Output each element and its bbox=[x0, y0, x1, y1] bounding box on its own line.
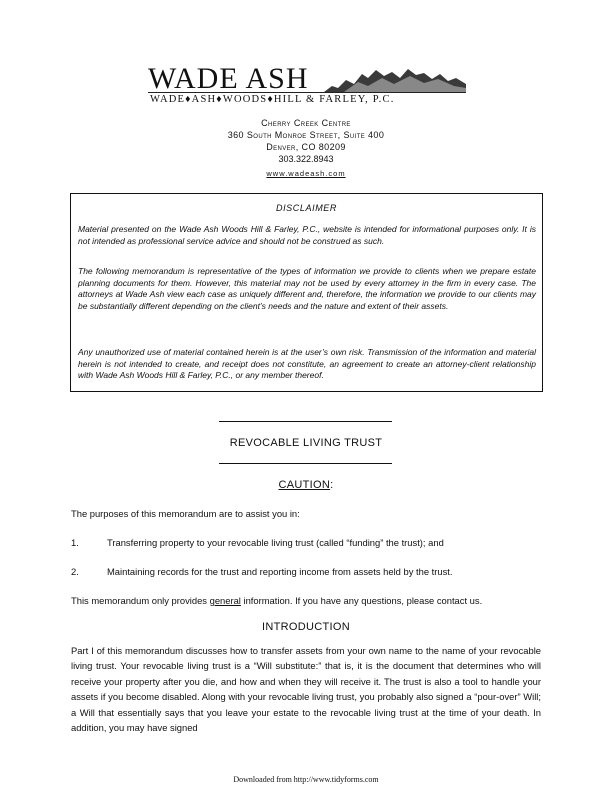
logo-title: WADE ASH bbox=[148, 62, 309, 95]
caution-colon: : bbox=[330, 479, 334, 491]
disclaimer-box bbox=[70, 193, 543, 392]
mountain-icon bbox=[324, 66, 466, 92]
address-line-3: Denver, CO 80209 bbox=[266, 142, 346, 152]
disclaimer-paragraph-1: Material presented on the Wade Ash Woods Hill & Farley, P.C., website is intended for informational purposes only. It is not intended as professional service advice and should not be construed as such. bbox=[78, 224, 536, 246]
general-post: information. If you have any questions, please contact us. bbox=[240, 595, 483, 606]
title-rule-top bbox=[219, 421, 392, 422]
address-line-2: 360 South Monroe Street, Suite 400 bbox=[227, 130, 385, 140]
introduction-heading: INTRODUCTION bbox=[262, 621, 350, 633]
caution-heading bbox=[0, 479, 612, 491]
logo-rule bbox=[148, 92, 466, 93]
phone-number: 303.322.8943 bbox=[278, 154, 334, 164]
website-link[interactable]: www.wadeash.com bbox=[266, 169, 346, 178]
document-title: REVOCABLE LIVING TRUST bbox=[229, 437, 383, 449]
address-line-1: Cherry Creek Centre bbox=[261, 118, 351, 128]
download-footer[interactable]: Downloaded from http://www.tidyforms.com bbox=[233, 775, 379, 784]
logo-subtitle: WADE♦ASH♦WOODS♦HILL & FARLEY, P.C. bbox=[150, 94, 395, 105]
purposes-intro: The purposes of this memorandum are to assist you in: bbox=[71, 508, 300, 519]
list-item-text: Transferring property to your revocable living trust (called “funding” the trust); and bbox=[107, 537, 444, 548]
caution-word: CAUTION bbox=[278, 479, 331, 491]
list-item-number: 2. bbox=[71, 566, 79, 577]
title-rule-bottom bbox=[219, 463, 392, 464]
list-item-number: 1. bbox=[71, 537, 79, 548]
general-pre: This memorandum only provides bbox=[71, 595, 210, 606]
disclaimer-paragraph-2: The following memorandum is representative of the types of information we provide to clients when we prepare estate planning documents for them. However, this material may not be used by every attorney in the firm in every case. The attorneys at Wade Ash view each case as uniquely different and, therefore, the information we provide to our clients may be substantially different depending on the client’s needs and the nature and extent of their assets. bbox=[78, 266, 536, 311]
disclaimer-paragraph-3: Any unauthorized use of material contained herein is at the user’s own risk. Transmission of the information and material herein is not intended to create, and receipt does not constitute, an agreement to create an attorney-client relationship with Wade Ash Woods Hill & Farley, P.C., or any member thereof. bbox=[78, 347, 536, 381]
general-info-sentence bbox=[71, 595, 482, 606]
general-word: general bbox=[209, 595, 241, 606]
list-item-text: Maintaining records for the trust and reporting income from assets held by the trust. bbox=[107, 566, 453, 577]
disclaimer-title: DISCLAIMER bbox=[275, 203, 337, 213]
firm-logo bbox=[148, 64, 466, 108]
introduction-paragraph: Part I of this memorandum discusses how to transfer assets from your own name to the name of your revocable living trust. Your revocable living trust is a “Will substitute:” that is, it is the document that determines who will receive your property after you die, and how and when they will receive it. The trust is also a tool to handle your assets if you become disabled. Along with your revocable living trust, you probably also signed a “pour-over” Will; a Will that essentially says that you leave your estate to the revocable living trust at the time of your death. In addition, you may have signed bbox=[71, 645, 541, 734]
